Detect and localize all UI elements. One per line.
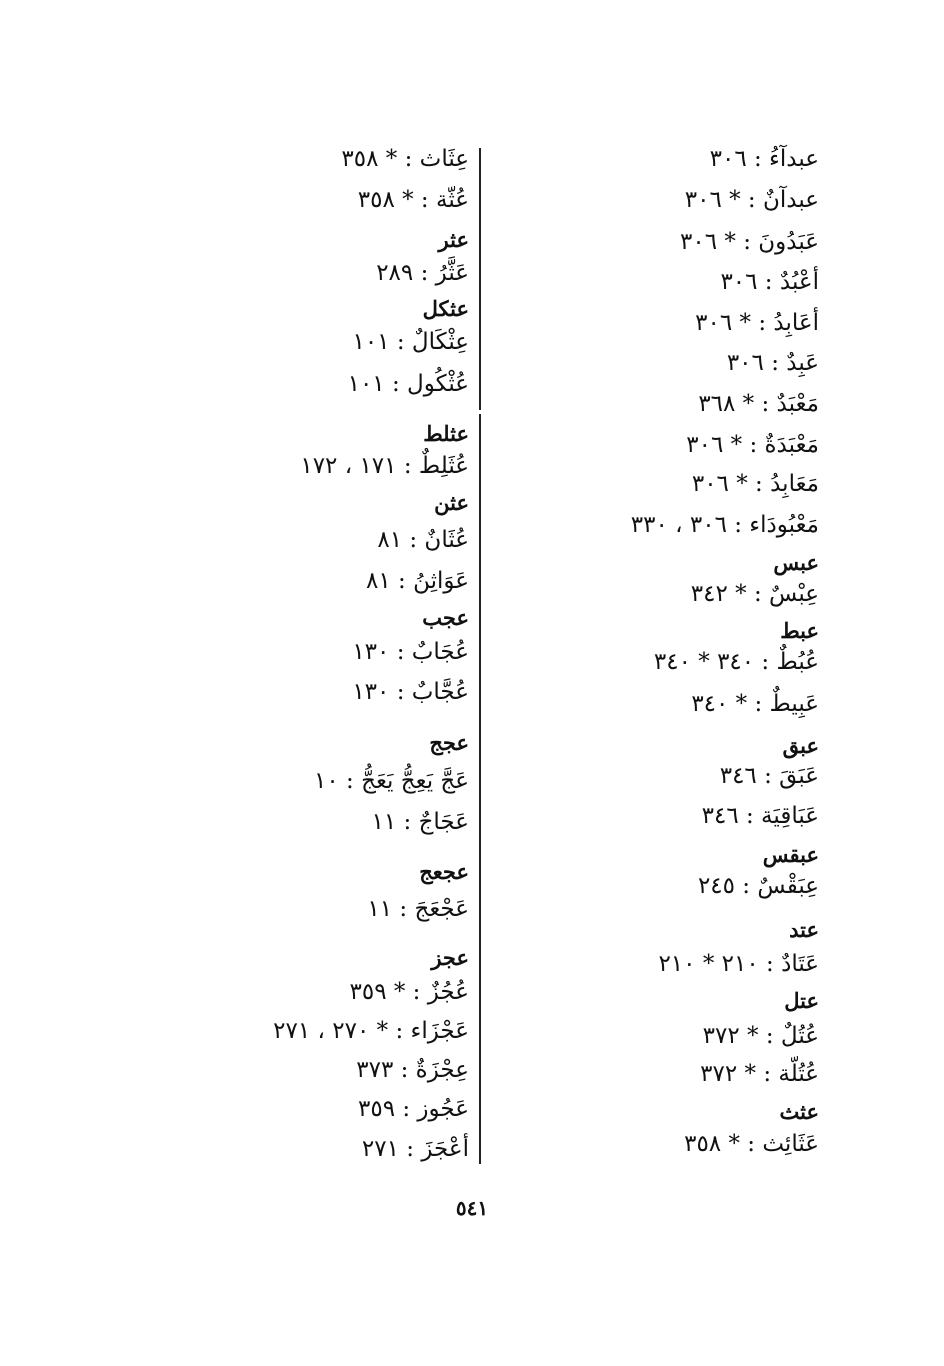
index-entry: عَبِدٌ : ٣٠٦ [726, 350, 819, 376]
root-heading: عثن [434, 490, 469, 515]
index-entry: عُتُلّة : * ٣٧٢ [700, 1061, 819, 1087]
root-heading: عتد [789, 917, 819, 942]
index-entry: مَعْبَدَةٌ : * ٣٠٦ [686, 432, 819, 458]
index-entry: عَبَقَ : ٣٤٦ [719, 763, 819, 789]
root-heading: عبس [773, 550, 819, 575]
index-entry: عَبِيطٌ : * ٣٤٠ [691, 691, 819, 717]
index-entry: عبدآءُ : ٣٠٦ [709, 146, 819, 172]
index-entry: عَجْعَجَ : ١١ [367, 896, 469, 922]
index-entry: مَعَابِدُ : * ٣٠٦ [691, 471, 819, 497]
index-entry: عَتَادٌ : ٢١٠ * ٢١٠ [658, 951, 819, 977]
index-entry: عبدآنٌ : * ٣٠٦ [684, 187, 819, 213]
index-entry: عِبَقْسٌ : ٢٤٥ [697, 873, 819, 899]
index-entry: عُجُزٌ : * ٣٥٩ [349, 979, 469, 1005]
index-entry: عَجَاجٌ : ١١ [371, 809, 469, 835]
index-entry: عُبُطٌ : ٣٤٠ * ٣٤٠ [653, 649, 819, 675]
root-heading: عجج [429, 730, 469, 755]
root-heading: عبقس [762, 842, 819, 867]
column-divider-upper [479, 148, 481, 410]
root-heading: عثث [779, 1099, 819, 1124]
index-entry: عِثْكَالٌ : ١٠١ [352, 329, 469, 355]
root-heading: عثر [438, 227, 469, 252]
index-entry: عَبَدُونَ : * ٣٠٦ [680, 229, 819, 255]
index-entry: أعْجَزَ : ٢٧١ [361, 1136, 469, 1162]
index-entry: مَعْبُودَاء : ٣٠٦ ، ٣٣٠ [630, 512, 819, 538]
index-entry: عُثَانٌ : ٨١ [377, 527, 469, 553]
index-entry: عَجُوز : ٣٥٩ [358, 1096, 469, 1122]
index-entry: أعَابِدُ : * ٣٠٦ [695, 310, 819, 336]
index-entry: عَثَائِث : * ٣٥٨ [684, 1131, 819, 1157]
root-heading: عبق [782, 733, 819, 758]
index-entry: عُثّة : * ٣٥٨ [357, 187, 469, 213]
index-entry: عَجَّ يَعِجُّ يَعَجُّ : ١٠ [314, 768, 469, 794]
column-divider-lower [479, 414, 481, 1164]
index-entry: عِثَاث : * ٣٥٨ [341, 146, 469, 172]
root-heading: عبط [780, 618, 819, 643]
root-heading: عجعج [419, 859, 469, 884]
root-heading: عجب [422, 605, 469, 630]
index-entry: عَبَاقِيَة : ٣٤٦ [701, 803, 819, 829]
index-entry: عِجْزَةٌ : ٣٧٣ [356, 1057, 469, 1083]
index-entry: عُثَلِطٌ : ١٧١ ، ١٧٢ [300, 453, 469, 479]
index-entry: مَعْبَدٌ : * ٣٦٨ [698, 391, 819, 417]
index-entry: عَثَّرُ : ٢٨٩ [376, 260, 469, 286]
root-heading: عجز [431, 945, 469, 970]
root-heading: عثكل [422, 296, 469, 321]
index-entry: عِبْسٌ : * ٣٤٢ [690, 581, 819, 607]
index-entry: عُثْكُول : ١٠١ [347, 371, 469, 397]
root-heading: عتل [784, 988, 819, 1013]
index-entry: عُتُلٌ : * ٣٧٢ [702, 1023, 819, 1049]
index-entry: عَوَاثِنُ : ٨١ [366, 568, 469, 594]
page-number: ٥٤١ [455, 1196, 489, 1220]
index-entry: عُجَّابٌ : ١٣٠ [352, 679, 469, 705]
index-entry: عَجْزَاء : * ٢٧٠ ، ٢٧١ [273, 1018, 469, 1044]
root-heading: عثلط [423, 421, 469, 446]
index-entry: عُجَابٌ : ١٣٠ [352, 639, 469, 665]
index-entry: أعْبُدٌ : ٣٠٦ [720, 269, 819, 295]
